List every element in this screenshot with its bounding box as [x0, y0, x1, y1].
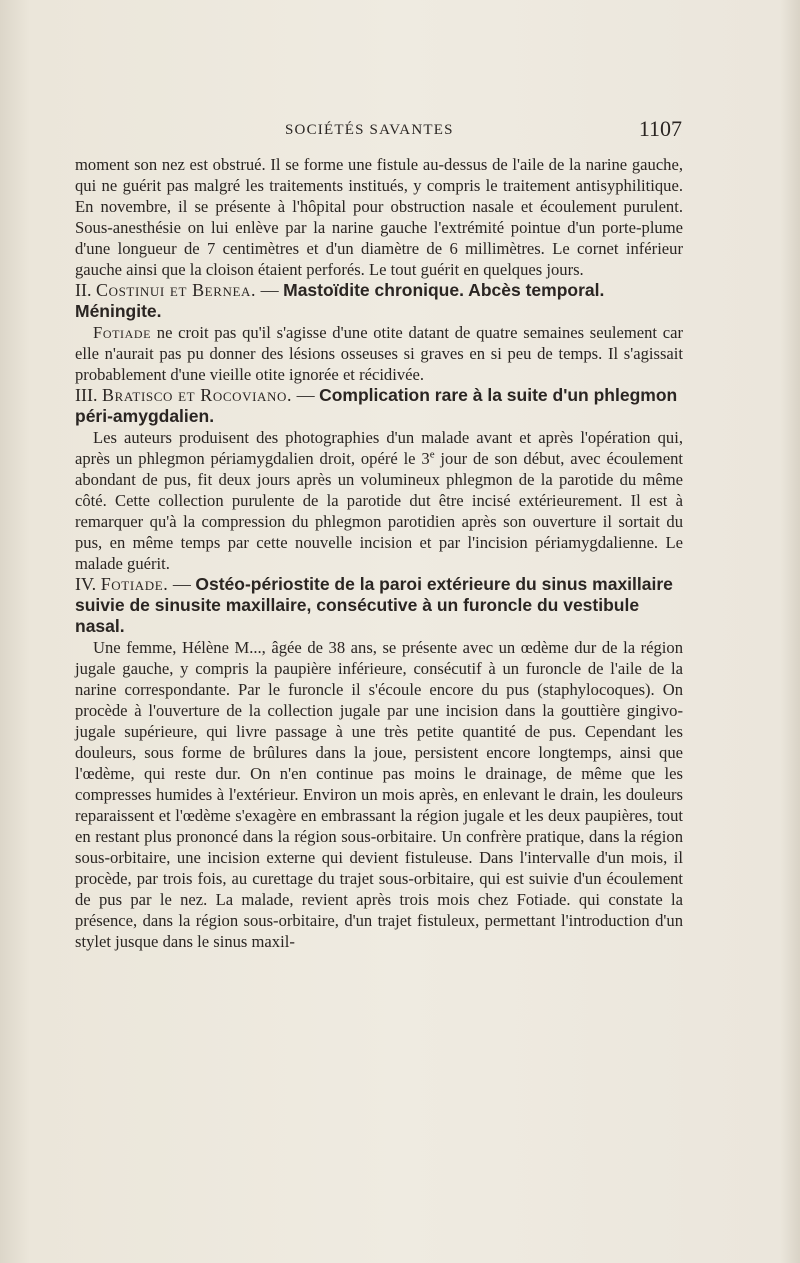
section-number: III. — [75, 385, 98, 405]
article-body — [75, 154, 683, 952]
section-number: IV. — [75, 574, 97, 594]
page-number: 1107 — [638, 116, 682, 141]
body-text-post: jour de son début, avec écoulement abondant de pus, fit deux jours après un volumineux phlegmon de la parotide du même côté. Cette collection purulente de la parotide dut être incisé extérieurement. Il est à remarquer qu'à la compression du phlegmon parotidien après son ouverture il sortait du pus, en même temps par cette nouvelle incision et par l'incision périamygdalienne. Le malade guérit. — [75, 449, 683, 573]
section-title: Mastoïdite chronique. Abcès temporal. Méningite. — [75, 280, 605, 321]
body-text-pre: Les auteurs produisent des photographies d'un malade avant et après l'opération qui, après un phlegmon périamygdalien droit, opéré le 3 — [75, 428, 683, 468]
running-head: SOCIÉTÉS SAVANTES — [285, 122, 454, 138]
section-title: Complication rare à la suite d'un phlegmon péri-amygdalien. — [75, 385, 678, 426]
section-authors: Bratisco et Rocoviano. — [101, 385, 293, 405]
body-lead-author: Fotiade — [93, 323, 152, 342]
section-heading-2 — [75, 280, 683, 322]
section-number: II. — [75, 280, 92, 300]
section-heading-3 — [75, 385, 683, 427]
page-header — [77, 116, 682, 146]
section-body-4: Une femme, Hélène M..., âgée de 38 ans, se présente avec un œdème dur de la région jugale gauche, y compris la paupière inférieure, consécutif à un furoncle de l'aile de la narine correspondante. Par le furoncle il s'écoule encore du pus (staphylocoques). On procède à l'ouverture de la collection jugale par une incision dans la gouttière gingivo-jugale supérieure, qui livre passage à une très petite quantité de pus. Cependant les douleurs, sous forme de brûlures dans la joue, persistent encore longtemps, ainsi que l'œdème, qui reste dur. On n'en continue pas moins le drainage, de même que les compresses humides à l'extérieur. Environ un mois après, en enlevant le drain, les douleurs reparaissent et l'œdème s'exagère en embrassant la région jugale et les deux paupières, tout en restant plus prononcé dans la région sous-orbitaire. Un confrère pratique, dans la région sous-orbitaire, une incision externe qui devient fistuleuse. Dans l'intervalle d'un mois, il procède, par trois fois, au curettage du trajet sous-orbitaire, qui est suivie d'un écoulement de pus par le nez. La malade, revient après trois mois chez Fotiade. qui constate la présence, dans la région sous-orbitaire, d'un trajet fistuleux, permettant l'introduction d'un stylet jusque dans le sinus maxil- — [75, 638, 683, 951]
section-dash: — — [256, 280, 284, 300]
section-authors: Fotiade. — [100, 574, 169, 594]
section-dash: — — [168, 574, 196, 594]
body-text: ne croit pas qu'il s'agisse d'une otite datant de quatre semaines seulement car elle n'aurait pas pu donner des lésions osseuses si graves en si peu de temps. Il s'agissait probablement d'une vieille otite ignorée et récidivée. — [75, 323, 683, 384]
section-title: Ostéo-périostite de la paroi extérieure du sinus maxillaire suivie de sinusite maxillaire, consécutive à un furoncle du vestibule nasal. — [75, 574, 673, 636]
section-body-2 — [75, 322, 683, 385]
superscript: e — [429, 448, 435, 461]
section-dash: — — [292, 385, 320, 405]
section-body-3 — [75, 427, 683, 574]
section-heading-4 — [75, 574, 683, 637]
section-authors: Costinui et Bernea. — [96, 280, 257, 300]
intro-paragraph: moment son nez est obstrué. Il se forme une fistule au-dessus de l'aile de la narine gauche, qui ne guérit pas malgré les traitements institués, y compris le traitement antisyphilitique. En novembre, il se présente à l'hôpital pour obstruction nasale et écoulement purulent. Sous-anesthésie on lui enlève par la narine gauche l'extrémité pointue d'un porte-plume d'une longueur de 7 centimètres et d'un diamètre de 6 millimètres. Le cornet inférieur gauche ainsi que la cloison étaient perforés. Le tout guérit en quelques jours. — [75, 155, 683, 279]
